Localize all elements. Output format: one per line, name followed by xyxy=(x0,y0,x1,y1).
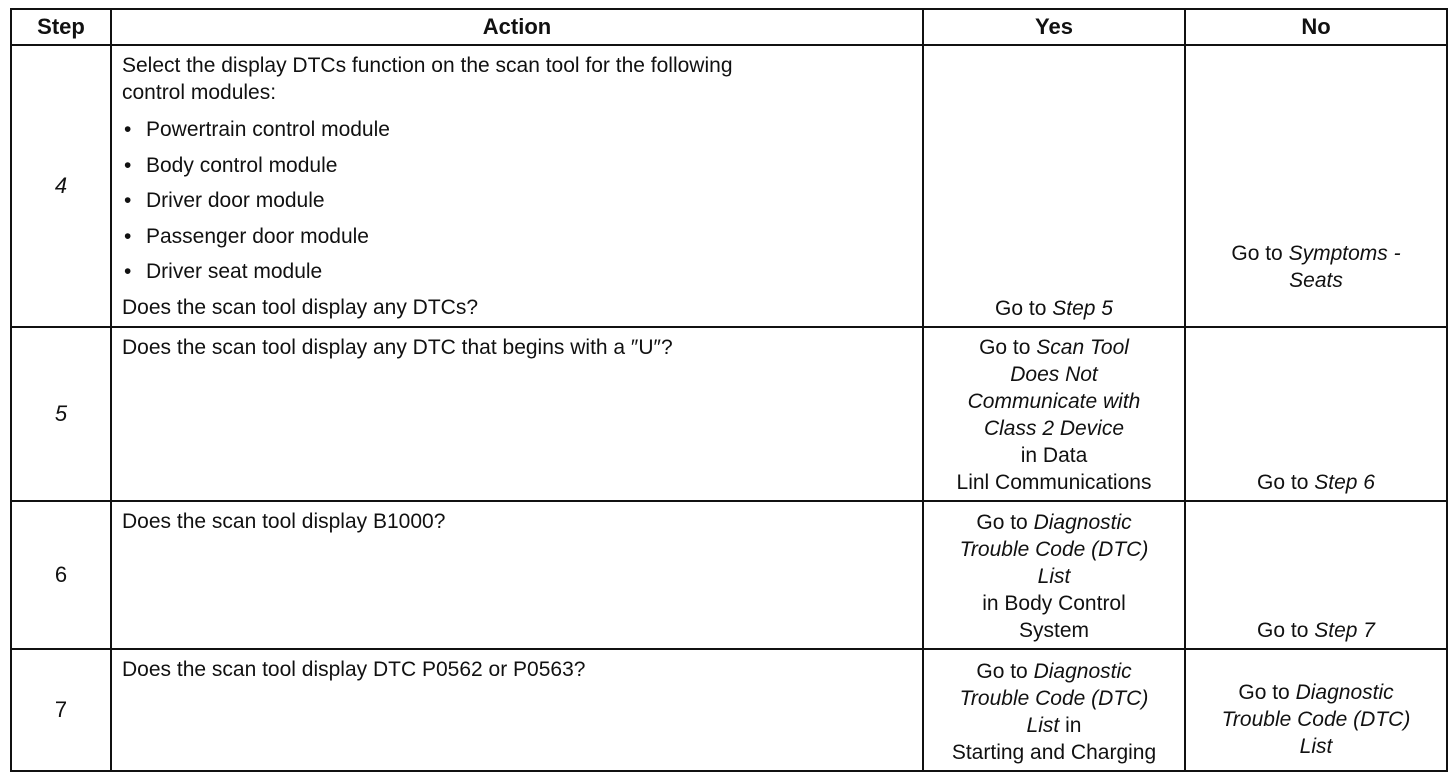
no-link[interactable]: Diagnostic xyxy=(1295,680,1394,704)
yes-link[interactable]: Step 5 xyxy=(1052,297,1113,320)
header-row xyxy=(11,9,1447,45)
action-question: Does the scan tool display any DTC that begins with a ″U″? xyxy=(122,336,673,359)
action-text: Select the display DTCs function on the scan tool for the following xyxy=(122,54,733,77)
yes-cell xyxy=(923,45,1185,327)
yes-in-text: in xyxy=(1065,714,1082,737)
yes-cell xyxy=(923,649,1185,771)
yes-link[interactable]: Diagnostic xyxy=(1033,660,1132,683)
step-number: 6 xyxy=(11,501,111,649)
list-item: • Driver door module xyxy=(122,183,912,219)
yes-prefix: Go to xyxy=(976,660,1028,683)
table-row xyxy=(11,649,1447,771)
table-row xyxy=(11,327,1447,501)
yes-cell xyxy=(923,501,1185,649)
header-no: No xyxy=(1185,9,1447,45)
action-cell xyxy=(111,45,923,327)
action-cell xyxy=(111,501,923,649)
step-number: 5 xyxy=(11,327,111,501)
table-row xyxy=(11,501,1447,649)
module-list xyxy=(122,112,912,290)
yes-link[interactable]: Scan Tool xyxy=(1036,336,1129,359)
yes-section: System xyxy=(1018,619,1089,642)
yes-link[interactable]: Class 2 Device xyxy=(983,417,1125,440)
no-link[interactable]: Trouble Code (DTC) xyxy=(1221,707,1411,731)
action-text: control modules: xyxy=(122,81,277,104)
yes-section: Linl Communications xyxy=(956,471,1152,494)
no-link[interactable]: List xyxy=(1299,734,1333,758)
yes-link[interactable]: Does Not xyxy=(1010,363,1098,386)
no-link[interactable]: Step 7 xyxy=(1314,619,1375,642)
no-prefix: Go to xyxy=(1257,471,1309,494)
no-prefix: Go to xyxy=(1231,242,1283,265)
action-question: Does the scan tool display DTC P0562 or P0563? xyxy=(122,658,586,681)
step-number: 4 xyxy=(11,45,111,327)
action-question: Does the scan tool display B1000? xyxy=(122,510,446,533)
table-row xyxy=(11,45,1447,327)
step-number: 7 xyxy=(11,649,111,771)
action-question: Does the scan tool display any DTCs? xyxy=(122,295,479,319)
yes-link[interactable]: Trouble Code (DTC) xyxy=(959,687,1149,710)
yes-in-text: in Data xyxy=(1020,444,1088,467)
yes-prefix: Go to xyxy=(976,511,1028,534)
yes-link[interactable]: Communicate with xyxy=(967,390,1141,413)
header-action: Action xyxy=(111,9,923,45)
no-link[interactable]: Step 6 xyxy=(1314,471,1375,494)
yes-prefix: Go to xyxy=(979,336,1031,359)
diagnostic-table xyxy=(10,8,1448,772)
yes-cell xyxy=(923,327,1185,501)
yes-link[interactable]: List xyxy=(1037,565,1071,588)
yes-in-text: in Body Control xyxy=(982,592,1126,615)
list-item: • Passenger door module xyxy=(122,219,912,255)
yes-prefix: Go to xyxy=(995,297,1047,320)
yes-link[interactable]: Trouble Code (DTC) xyxy=(959,538,1149,561)
no-link[interactable]: Symptoms - xyxy=(1288,242,1401,265)
yes-link[interactable]: List xyxy=(1026,714,1060,737)
list-item: • Body control module xyxy=(122,148,912,184)
list-item: • Powertrain control module xyxy=(122,112,912,148)
header-yes: Yes xyxy=(923,9,1185,45)
no-prefix: Go to xyxy=(1238,680,1290,704)
no-cell xyxy=(1185,327,1447,501)
yes-section: Starting and Charging xyxy=(951,741,1157,764)
no-cell xyxy=(1185,45,1447,327)
no-prefix: Go to xyxy=(1257,619,1309,642)
no-link[interactable]: Seats xyxy=(1289,269,1343,292)
action-cell xyxy=(111,649,923,771)
no-cell xyxy=(1185,501,1447,649)
no-cell xyxy=(1185,649,1447,771)
action-cell xyxy=(111,327,923,501)
header-step: Step xyxy=(11,9,111,45)
list-item: • Driver seat module xyxy=(122,254,912,290)
yes-link[interactable]: Diagnostic xyxy=(1033,511,1132,534)
